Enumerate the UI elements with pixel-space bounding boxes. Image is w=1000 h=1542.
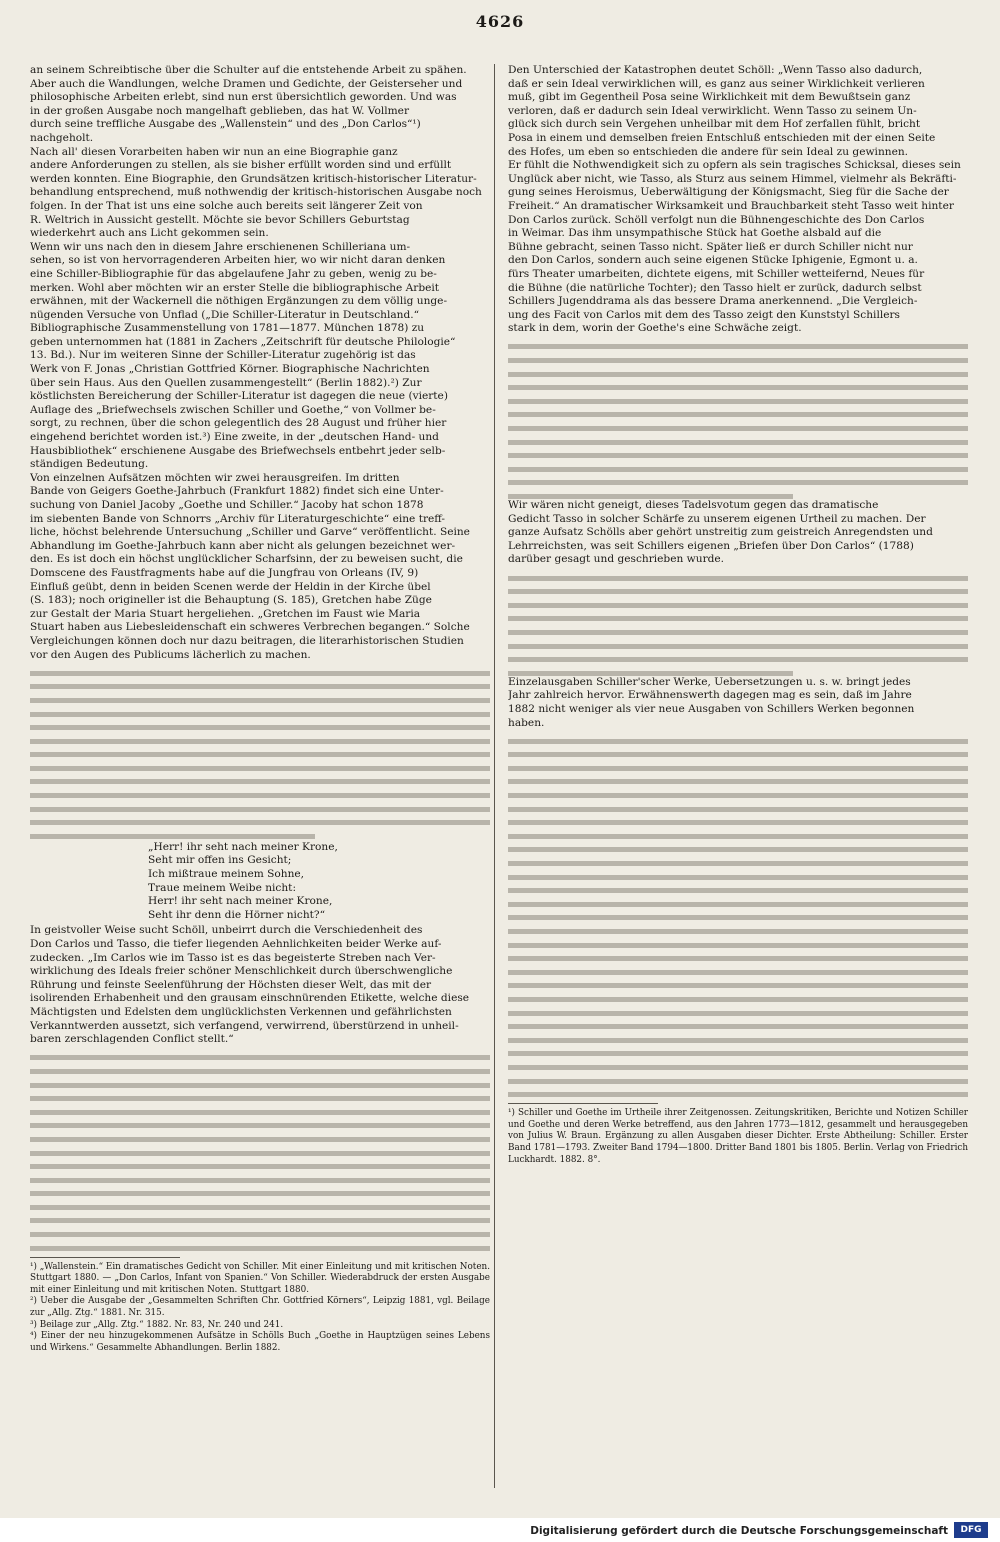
text-line: suchung von Daniel Jacoby „Goethe und Schiller.“ Jacoby hat schon 1878 <box>30 499 424 511</box>
footnote: ¹) Schiller und Goethe im Urtheile ihrer Zeitgenossen. Zeitungskritiken, Berichte und Notizen Schiller und Goethe und deren Werke betreffend, aus den Jahren 1773—1812, gesammelt und herausgegeben von Julius W. Braun. Ergänzung zu allen Ausgaben dieser Dichter. Erste Abtheilung: Schiller. Erster Band 1781—1793. Zweiter Band 1794—1800. Dritter Band 1801 bis 1805. Berlin. Verlag von Friedrich Luckhardt. 1882. 8°. <box>508 1108 968 1165</box>
text-line: Wenn wir uns nach den in diesem Jahre erschienenen Schilleriana um- <box>30 240 411 253</box>
text-line: R. Weltrich in Aussicht gestellt. Möchte sie bevor Schillers Geburtstag <box>30 213 410 226</box>
text-line: Von einzelnen Aufsätzen möchten wir zwei herausgreifen. Im dritten <box>30 471 400 484</box>
text-line: andere Anforderungen zu stellen, als sie bisher erfüllt worden sind und erfüllt <box>30 159 452 172</box>
text-line: Bibliographische Zusammenstellung von 1781—1877. München 1878) zu <box>30 322 425 335</box>
footnote: ²) Ueber die Ausgabe der „Gesammelten Schriften Chr. Gottfried Körners“, Leipzig 1881, vgl. Beilage zur „Allg. Ztg.“ 1881. Nr. 315. <box>30 1296 490 1319</box>
right-text-filler-2 <box>508 576 968 676</box>
text-line: vor den Augen des Publicums lächerlich zu machen. <box>30 648 311 661</box>
text-line: sorgt, zu rechnen, über die schon gelegentlich des 28 August und früher hier <box>30 417 447 430</box>
text-line: baren zerschlagenden Conflict stellt.“ <box>30 1033 234 1046</box>
text-line: köstlichsten Bereicherung der Schiller-Literatur ist dagegen die neue (vierte) <box>30 390 448 403</box>
text-line: über sein Haus. Aus den Quellen zusammengestellt“ (Berlin 1882).²) Zur <box>30 376 422 389</box>
right-body-text <box>508 64 968 336</box>
text-line: wiederkehrt auch ans Licht gekommen sein. <box>30 227 269 240</box>
text-line: zudecken. „Im Carlos wie im Tasso ist es das begeisterte Streben nach Ver- <box>30 951 436 964</box>
text-line: Werk von F. Jonas „Christian Gottfried Körner. Biographische Nachrichten <box>30 363 430 376</box>
text-line: des Hofes, um eben so entschieden die andere für sein Ideal zu gewinnen. <box>508 145 909 158</box>
text-line: Posa in einem und demselben freien Entschluß entschieden mit der einen Seite <box>508 131 936 144</box>
text-line: Hausbibliothek“ erschienene Ausgabe des Briefwechsels entbehrt jeder selb- <box>30 444 446 457</box>
verse-line: Herr! ihr seht nach meiner Krone, <box>148 895 333 908</box>
text-line: Auflage des „Briefwechsels zwischen Schiller und Goethe,“ von Vollmer be- <box>30 403 436 416</box>
text-line: glück sich durch sein Vergehen unheilbar mit dem Hof zerfallen fühlt, bricht <box>508 118 921 131</box>
left-footnotes <box>30 1262 490 1355</box>
text-line: Er fühlt die Nothwendigkeit sich zu opfern als sein tragisches Schicksal, dieses sein <box>508 159 961 172</box>
text-line: gung seines Heroismus, Ueberwältigung der Königsmacht, Sieg für die Sache der <box>508 186 949 199</box>
text-line: den Don Carlos, sondern auch seine eigenen Stücke Iphigenie, Egmont u. a. <box>508 254 918 267</box>
text-line: Bühne gebracht, seinen Tasso nicht. Später ließ er durch Schiller nicht nur <box>508 240 913 253</box>
text-line: werden konnten. Eine Biographie, den Grundsätzen kritisch-historischer Literatur- <box>30 172 477 185</box>
right-text-filler-1 <box>508 344 968 499</box>
text-line: Abhandlung im Goethe-Jahrbuch kann aber nicht als gelungen bezeichnet wer- <box>30 539 456 552</box>
footnote: ³) Beilage zur „Allg. Ztg.“ 1882. Nr. 83, Nr. 240 und 241. <box>30 1319 284 1330</box>
text-line: Aber auch die Wandlungen, welche Dramen und Gedichte, der Geisterseher und <box>30 77 463 90</box>
text-line: eingehend berichtet worden ist.³) Eine zweite, in der „deutschen Hand- und <box>30 431 439 444</box>
text-line: in Weimar. Das ihm unsympathische Stück hat Goethe alsbald auf die <box>508 227 882 240</box>
text-line: Vergleichungen können doch nur dazu beitragen, die literarhistorischen Studien <box>30 634 464 647</box>
footnote-rule <box>30 1257 180 1258</box>
text-line: philosophische Arbeiten erlebt, sind nun erst übersichtlich geworden. Und was <box>30 91 457 104</box>
text-line: im siebenten Bande von Schnorrs „Archiv für Literaturgeschichte“ eine treff- <box>30 512 446 525</box>
right-text-filler-3 <box>508 739 968 1097</box>
footnote: ⁴) Einer der neu hinzugekommenen Aufsätze in Schölls Buch „Goethe in Hauptzügen seines Lebens und Wirkens.“ Gesammelte Abhandlungen. Berlin 1882. <box>30 1331 490 1353</box>
text-line: Domscene des Faustfragments habe auf die Jungfrau von Orleans (IV, 9) <box>30 566 419 579</box>
verse-line: Seht ihr denn die Hörner nicht?“ <box>148 908 326 921</box>
text-line: folgen. In der That ist uns eine solche auch bereits seit längerer Zeit von <box>30 199 423 212</box>
left-text-filler-1 <box>30 671 490 839</box>
verse-line: Ich mißtraue meinem Sohne, <box>148 868 305 881</box>
right-column <box>508 64 968 1488</box>
text-line: stark in dem, worin der Goethe's eine Schwäche zeigt. <box>508 322 802 335</box>
text-line: isolirenden Erhabenheit und den grausam einschnürenden Etikette, welche diese <box>30 992 470 1005</box>
column-divider <box>494 64 495 1488</box>
text-line: wirklichung des Ideals freier schöner Menschlichkeit durch überschwengliche <box>30 965 453 978</box>
text-line: behandlung entsprechend, muß nothwendig der kritisch-historischen Ausgabe noch <box>30 186 482 199</box>
text-line: Jahr zahlreich hervor. Erwähnenswerth dagegen mag es sein, daß im Jahre <box>508 689 912 702</box>
text-line: Don Carlos und Tasso, die tiefer liegenden Aehnlichkeiten beider Werke auf- <box>30 938 442 950</box>
right-body-text-2 <box>508 499 968 567</box>
page-number: 4626 <box>475 12 525 31</box>
text-line: zur Gestalt der Maria Stuart hergeliehen. „Gretchen im Faust wie Maria <box>30 607 421 620</box>
epigram-verse <box>148 841 490 923</box>
text-line: Verkanntwerden aussetzt, sich verfangend, verwirrend, überstürzend in unheil- <box>30 1019 459 1032</box>
text-line: eine Schiller-Bibliographie für das abgelaufene Jahr zu geben, wenig zu be- <box>30 267 437 280</box>
text-line: Unglück aber nicht, wie Tasso, als Sturz aus seinem Himmel, vielmehr als Bekräfti- <box>508 172 957 185</box>
text-line: in der großen Ausgabe noch mangelhaft geblieben, das hat W. Vollmer <box>30 104 410 117</box>
text-line: nachgeholt. <box>30 131 94 144</box>
text-line: Mächtigsten und Edelsten dem unglücklichsten Verkennen und gefährlichsten <box>30 1005 452 1018</box>
text-line: fürs Theater umarbeiten, dichtete eigens, mit Schiller wetteifernd, Neues für <box>508 267 925 280</box>
right-body-text-3 <box>508 676 968 730</box>
text-line: nügenden Versuche von Unflad („Die Schiller-Literatur in Deutschland.“ <box>30 308 420 321</box>
left-body-text-2 <box>30 924 490 1046</box>
text-line: Schillers Jugenddrama als das bessere Drama anerkennend. „Die Vergleich- <box>508 295 918 308</box>
text-line: darüber gesagt und geschrieben wurde. <box>508 553 725 566</box>
text-line: geben unternommen hat (1881 in Zachers „Zeitschrift für deutsche Philologie“ <box>30 335 456 348</box>
text-line: Gedicht Tasso in solcher Schärfe zu unserem eigenen Urtheil zu machen. Der <box>508 512 926 525</box>
text-line: 1882 nicht weniger als vier neue Ausgaben von Schillers Werken begonnen <box>508 702 915 715</box>
text-line: durch seine treffliche Ausgabe des „Wallenstein“ und des „Don Carlos“¹) <box>30 118 421 131</box>
text-line: Den Unterschied der Katastrophen deutet Schöll: „Wenn Tasso also dadurch, <box>508 64 923 76</box>
text-line: erwähnen, mit der Wackernell die nöthigen Ergänzungen zu dem völlig unge- <box>30 295 448 308</box>
text-line: ständigen Bedeutung. <box>30 458 149 471</box>
text-line: Rührung und feinste Seelenführung der Höchsten dieser Welt, das mit der <box>30 978 432 991</box>
text-line: Wir wären nicht geneigt, dieses Tadelsvotum gegen das dramatische <box>508 499 879 511</box>
text-line: Einzelausgaben Schiller'scher Werke, Uebersetzungen u. s. w. bringt jedes <box>508 675 911 688</box>
left-body-text <box>30 64 490 662</box>
text-line: 13. Bd.). Nur im weiteren Sinne der Schiller-Literatur zugehörig ist das <box>30 349 416 362</box>
verse-line: „Herr! ihr seht nach meiner Krone, <box>148 840 338 853</box>
text-line: Einfluß geübt, denn in beiden Scenen werde der Heldin in der Kirche übel <box>30 580 431 593</box>
text-line: sehen, so ist von hervorragenderen Arbeiten hier, wo wir nicht daran denken <box>30 254 446 267</box>
left-text-filler-2 <box>30 1055 490 1250</box>
text-line: Nach all' diesen Vorarbeiten haben wir nun an eine Biographie ganz <box>30 145 398 158</box>
left-column <box>30 64 490 1488</box>
text-line: ganze Aufsatz Schölls aber gehört unstreitig zum geistreich Anregendsten und <box>508 526 933 539</box>
text-line: In geistvoller Weise sucht Schöll, unbeirrt durch die Verschiedenheit des <box>30 924 423 937</box>
text-line: den. Es ist doch ein höchst unglücklicher Scharfsinn, der zu beweisen sucht, die <box>30 553 463 566</box>
text-line: muß, gibt im Gegentheil Posa seine Wirklichkeit mit dem Bewußtsein ganz <box>508 91 911 104</box>
text-line: Lehrreichsten, was seit Schillers eigenen „Briefen über Don Carlos“ (1788) <box>508 539 914 552</box>
text-line: an seinem Schreibtische über die Schulter auf die entstehende Arbeit zu spähen. <box>30 64 467 76</box>
footnote-rule-right <box>508 1103 658 1104</box>
text-line: Bande von Geigers Goethe-Jahrbuch (Frankfurt 1882) findet sich eine Unter- <box>30 485 444 498</box>
verse-line: Seht mir offen ins Gesicht; <box>148 854 292 867</box>
text-line: liche, höchst belehrende Untersuchung „Schiller und Garve“ veröffentlicht. Seine <box>30 526 470 539</box>
dfg-logo: DFG <box>954 1522 988 1538</box>
text-line: daß er sein Ideal verwirklichen will, es ganz aus seiner Wirklichkeit verlieren <box>508 77 925 90</box>
text-line: ung des Facit von Carlos mit dem des Tasso zeigt den Kunststyl Schillers <box>508 308 900 321</box>
text-line: (S. 183); noch origineller ist die Behauptung (S. 185), Gretchen habe Züge <box>30 594 432 607</box>
text-line: haben. <box>508 716 545 729</box>
text-line: merken. Wohl aber möchten wir an erster Stelle die bibliographische Arbeit <box>30 281 440 294</box>
text-line: Stuart haben aus Liebesleidenschaft ein schweres Verbrechen begangen.“ Solche <box>30 621 470 634</box>
text-line: die Bühne (die natürliche Tochter); den Tasso hielt er zurück, dadurch selbst <box>508 281 922 294</box>
right-footnotes <box>508 1108 968 1166</box>
text-line: verloren, daß er dadurch sein Ideal verwirklicht. Wenn Tasso zu seinem Un- <box>508 104 917 117</box>
text-line: Freiheit.“ An dramatischer Wirksamkeit und Brauchbarkeit steht Tasso weit hinter <box>508 199 954 212</box>
footnote: ¹) „Wallenstein.“ Ein dramatisches Gedicht von Schiller. Mit einer Einleitung und mit kritischen Noten. Stuttgart 1880. — „Don Carlos, Infant von Spanien.“ Von Schiller. Wiederabdruck der ersten Ausgabe mit einer Einleitung und mit kritischen Noten. Stuttgart 1880. <box>30 1261 490 1295</box>
verse-line: Traue meinem Weibe nicht: <box>148 881 297 894</box>
text-line: Don Carlos zurück. Schöll verfolgt nun die Bühnengeschichte des Don Carlos <box>508 213 925 226</box>
funding-notice: Digitalisierung gefördert durch die Deutsche Forschungsgemeinschaft <box>530 1525 948 1537</box>
